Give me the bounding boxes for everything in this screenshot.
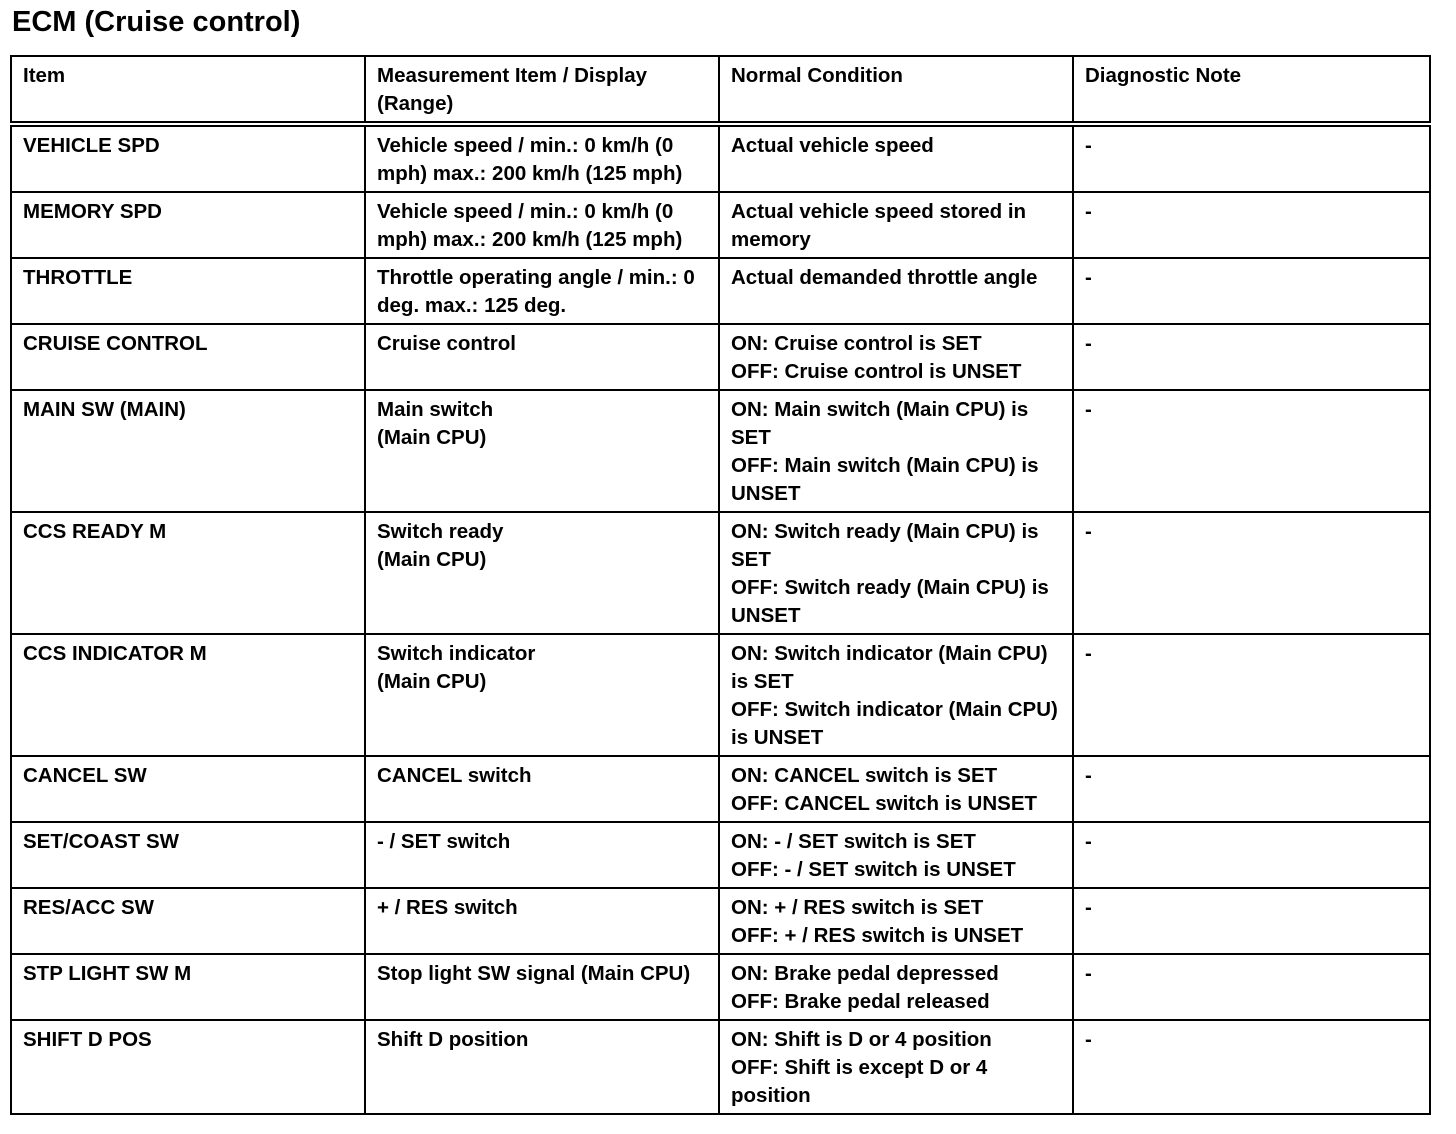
diagnostic-note-cell-text: - xyxy=(1085,398,1092,421)
measurement-cell xyxy=(365,822,719,888)
diagnostic-note-cell-text: - xyxy=(1085,962,1092,985)
item-cell-text: STP LIGHT SW M xyxy=(23,962,192,985)
page-title: ECM (Cruise control) xyxy=(12,6,301,38)
measurement-cell-text: + / RES switch xyxy=(377,896,518,919)
measurement-cell xyxy=(365,634,719,756)
normal-condition-cell-text: ON: Switch indicator (Main CPU) is SET xyxy=(731,642,1054,693)
item-cell xyxy=(11,634,365,756)
diagnostic-note-cell-text: - xyxy=(1085,1028,1092,1051)
header-measurement xyxy=(365,56,719,124)
item-cell xyxy=(11,756,365,822)
normal-condition-cell-text: OFF: Main switch (Main CPU) is UNSET xyxy=(731,454,1045,505)
normal-condition-cell xyxy=(719,1020,1073,1114)
measurement-cell-text: Stop light SW signal (Main CPU) xyxy=(377,962,691,985)
diagnostic-note-cell xyxy=(1073,954,1430,1020)
diagnostic-note-cell xyxy=(1073,1020,1430,1114)
item-cell-text: CANCEL SW xyxy=(23,764,147,787)
measurement-cell xyxy=(365,192,719,258)
table-row xyxy=(11,888,1430,954)
table-row xyxy=(11,124,1430,192)
diagnostic-note-cell xyxy=(1073,192,1430,258)
table-row xyxy=(11,756,1430,822)
table-body xyxy=(11,124,1430,1114)
measurement-cell xyxy=(365,390,719,512)
normal-condition-cell-text: ON: CANCEL switch is SET xyxy=(731,764,998,787)
table-row xyxy=(11,192,1430,258)
normal-condition-cell-text: ON: - / SET switch is SET xyxy=(731,830,976,853)
measurement-cell-text: Shift D position xyxy=(377,1028,529,1051)
item-cell-text: VEHICLE SPD xyxy=(23,134,160,157)
normal-condition-cell-text: OFF: + / RES switch is UNSET xyxy=(731,924,1024,947)
header-diagnostic-note xyxy=(1073,56,1430,124)
measurement-cell xyxy=(365,324,719,390)
diagnostic-note-cell xyxy=(1073,888,1430,954)
diagnostic-note-cell-text: - xyxy=(1085,134,1092,157)
table-header-row xyxy=(11,56,1430,124)
item-cell xyxy=(11,512,365,634)
item-cell-text: MEMORY SPD xyxy=(23,200,162,223)
measurement-cell xyxy=(365,888,719,954)
table-row xyxy=(11,258,1430,324)
normal-condition-cell-text: OFF: - / SET switch is UNSET xyxy=(731,858,1016,881)
item-cell-text: CRUISE CONTROL xyxy=(23,332,208,355)
measurement-cell-text: Switch ready xyxy=(377,520,504,543)
normal-condition-cell-text: ON: Switch ready (Main CPU) is SET xyxy=(731,520,1045,571)
header-normal-condition xyxy=(719,56,1073,124)
measurement-cell xyxy=(365,756,719,822)
measurement-cell xyxy=(365,512,719,634)
normal-condition-cell-text: OFF: CANCEL switch is UNSET xyxy=(731,792,1038,815)
diagnostic-note-cell xyxy=(1073,822,1430,888)
item-cell xyxy=(11,822,365,888)
measurement-cell-text: Vehicle speed / min.: 0 km/h (0 mph) max.: 200 km/h (125 mph) xyxy=(377,200,683,251)
diagnostic-note-cell-text: - xyxy=(1085,332,1092,355)
normal-condition-cell-text: OFF: Switch indicator (Main CPU) is UNSET xyxy=(731,698,1064,749)
measurement-cell-text: Cruise control xyxy=(377,332,516,355)
normal-condition-cell xyxy=(719,634,1073,756)
normal-condition-cell xyxy=(719,258,1073,324)
diagnostic-note-cell-text: - xyxy=(1085,266,1092,289)
diagnostic-note-cell xyxy=(1073,390,1430,512)
measurement-cell-text: - / SET switch xyxy=(377,830,511,853)
header-measurement-range: (Range) xyxy=(377,92,454,115)
diagnostic-note-cell xyxy=(1073,258,1430,324)
normal-condition-cell-text: ON: Shift is D or 4 position xyxy=(731,1028,992,1051)
table-row xyxy=(11,324,1430,390)
item-cell-text: THROTTLE xyxy=(23,266,133,289)
item-cell-text: RES/ACC SW xyxy=(23,896,154,919)
normal-condition-cell xyxy=(719,324,1073,390)
normal-condition-cell xyxy=(719,124,1073,192)
header-item xyxy=(11,56,365,124)
item-cell-text: SHIFT D POS xyxy=(23,1028,152,1051)
normal-condition-cell-text: ON: + / RES switch is SET xyxy=(731,896,984,919)
item-cell xyxy=(11,324,365,390)
normal-condition-cell xyxy=(719,756,1073,822)
table-row xyxy=(11,822,1430,888)
normal-condition-cell-text: OFF: Cruise control is UNSET xyxy=(731,360,1022,383)
diagnostic-note-cell-text: - xyxy=(1085,642,1092,665)
diagnostic-note-cell-text: - xyxy=(1085,896,1092,919)
measurement-cell-text: Main switch xyxy=(377,398,494,421)
normal-condition-cell-text: OFF: Shift is except D or 4 position xyxy=(731,1056,993,1107)
diagnostic-note-cell-text: - xyxy=(1085,520,1092,543)
normal-condition-cell-text: Actual vehicle speed xyxy=(731,134,934,157)
header-item-text: Item xyxy=(23,64,66,87)
measurement-cell-text: Throttle operating angle / min.: 0 deg. max.: 125 deg. xyxy=(377,266,701,317)
header-measurement-text: Measurement Item / Display xyxy=(377,64,648,87)
table-row xyxy=(11,634,1430,756)
measurement-cell-text: (Main CPU) xyxy=(377,670,487,693)
item-cell-text: MAIN SW (MAIN) xyxy=(23,398,186,421)
item-cell xyxy=(11,124,365,192)
normal-condition-cell xyxy=(719,192,1073,258)
measurement-cell xyxy=(365,258,719,324)
table-row xyxy=(11,954,1430,1020)
normal-condition-cell-text: OFF: Switch ready (Main CPU) is UNSET xyxy=(731,576,1055,627)
diagnostic-note-cell xyxy=(1073,756,1430,822)
item-cell-text: SET/COAST SW xyxy=(23,830,180,853)
normal-condition-cell xyxy=(719,822,1073,888)
measurement-cell-text: Vehicle speed / min.: 0 km/h (0 mph) max.: 200 km/h (125 mph) xyxy=(377,134,683,185)
item-cell xyxy=(11,258,365,324)
table-row xyxy=(11,1020,1430,1114)
header-normal-condition-text: Normal Condition xyxy=(731,64,903,87)
item-cell xyxy=(11,954,365,1020)
normal-condition-cell xyxy=(719,954,1073,1020)
item-cell xyxy=(11,1020,365,1114)
measurement-cell xyxy=(365,954,719,1020)
diagnostic-note-cell-text: - xyxy=(1085,764,1092,787)
normal-condition-cell xyxy=(719,390,1073,512)
item-cell xyxy=(11,192,365,258)
table-row xyxy=(11,512,1430,634)
diagnostic-note-cell xyxy=(1073,512,1430,634)
normal-condition-cell-text: ON: Cruise control is SET xyxy=(731,332,982,355)
item-cell xyxy=(11,888,365,954)
ecm-data-table xyxy=(10,55,1431,1115)
normal-condition-cell xyxy=(719,512,1073,634)
measurement-cell-text: CANCEL switch xyxy=(377,764,532,787)
item-cell-text: CCS READY M xyxy=(23,520,167,543)
item-cell xyxy=(11,390,365,512)
normal-condition-cell xyxy=(719,888,1073,954)
measurement-cell-text: (Main CPU) xyxy=(377,548,487,571)
diagnostic-note-cell xyxy=(1073,124,1430,192)
item-cell-text: CCS INDICATOR M xyxy=(23,642,207,665)
header-diagnostic-note-text: Diagnostic Note xyxy=(1085,64,1242,87)
normal-condition-cell-text: ON: Brake pedal depressed xyxy=(731,962,999,985)
diagnostic-note-cell-text: - xyxy=(1085,200,1092,223)
diagnostic-note-cell xyxy=(1073,634,1430,756)
diagnostic-note-cell-text: - xyxy=(1085,830,1092,853)
normal-condition-cell-text: Actual vehicle speed stored in memory xyxy=(731,200,1032,251)
measurement-cell-text: Switch indicator xyxy=(377,642,536,665)
measurement-cell-text: (Main CPU) xyxy=(377,426,487,449)
normal-condition-cell-text: ON: Main switch (Main CPU) is SET xyxy=(731,398,1034,449)
measurement-cell xyxy=(365,124,719,192)
normal-condition-cell-text: OFF: Brake pedal released xyxy=(731,990,990,1013)
normal-condition-cell-text: Actual demanded throttle angle xyxy=(731,266,1038,289)
diagnostic-note-cell xyxy=(1073,324,1430,390)
measurement-cell xyxy=(365,1020,719,1114)
table-row xyxy=(11,390,1430,512)
